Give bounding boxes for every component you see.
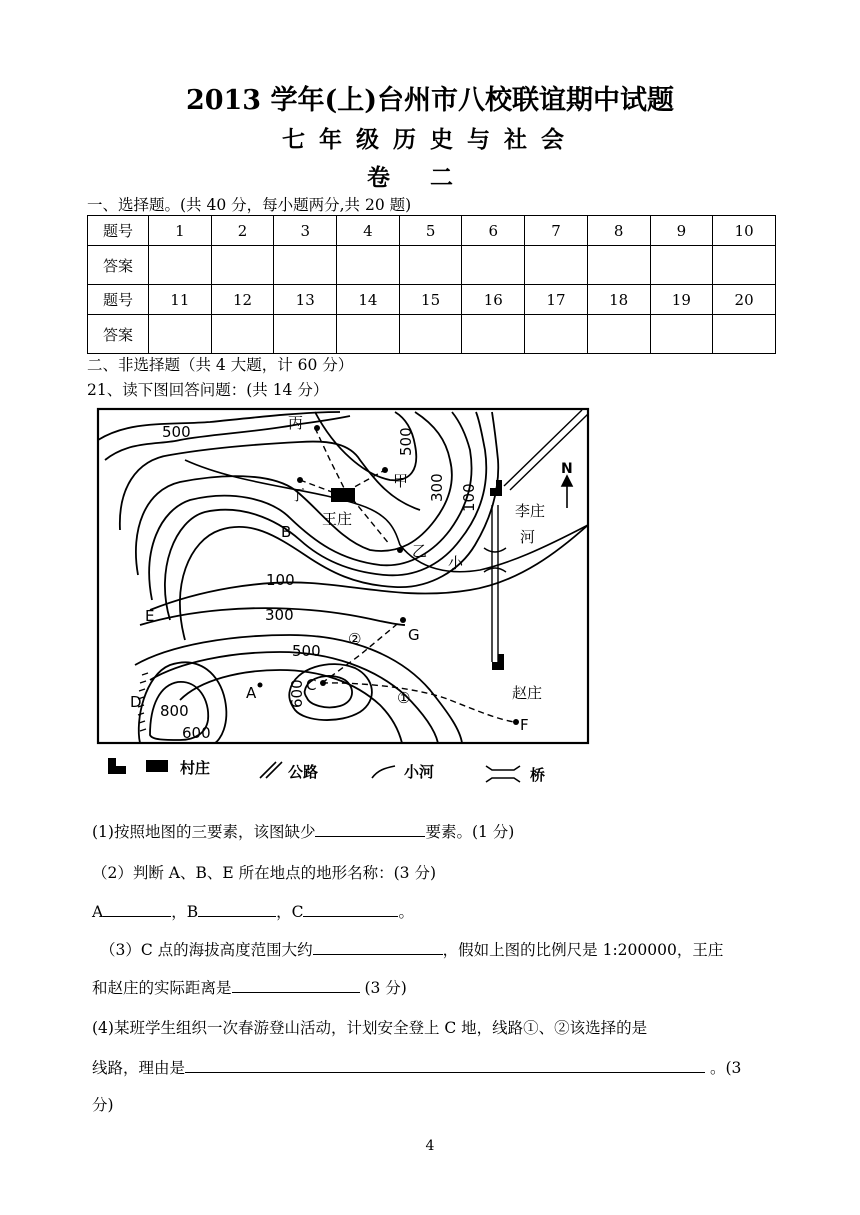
table-row bbox=[88, 246, 776, 285]
question-number: 13 bbox=[274, 285, 337, 315]
legend-river: 小河 bbox=[404, 763, 435, 781]
question-4: (4)某班学生组织一次春游登山活动，计划安全登上 C 地，线路①、②该选择的是 bbox=[92, 1019, 648, 1037]
paper-label: 卷二 bbox=[367, 164, 493, 191]
page-subtitle: 七年级历史与社会 bbox=[282, 126, 578, 153]
answer-cell[interactable] bbox=[274, 246, 337, 285]
row-label: 题号 bbox=[88, 285, 149, 315]
answer-table bbox=[87, 215, 776, 354]
question-number: 10 bbox=[713, 216, 776, 246]
row-label: 答案 bbox=[88, 246, 149, 285]
answer-blank[interactable] bbox=[303, 900, 398, 917]
contour-label: 100 bbox=[266, 571, 295, 589]
contour-label: 500 bbox=[397, 427, 415, 456]
question-number: 3 bbox=[274, 216, 337, 246]
question-number: 4 bbox=[337, 216, 400, 246]
question-number: 14 bbox=[337, 285, 400, 315]
village-label: 王庄 bbox=[322, 510, 353, 528]
answer-cell[interactable] bbox=[650, 315, 713, 354]
route-label: ② bbox=[348, 630, 362, 648]
legend-village: 村庄 bbox=[180, 759, 211, 777]
question-3: （3）C 点的海拔高度范围大约 ，假如上图的比例尺是 1:200000，王庄 bbox=[100, 938, 723, 960]
contour-map bbox=[90, 400, 600, 795]
answer-cell[interactable] bbox=[337, 246, 400, 285]
page-number: 4 bbox=[425, 1138, 435, 1154]
question-number: 7 bbox=[525, 216, 588, 246]
answer-cell[interactable] bbox=[713, 246, 776, 285]
point-label: F bbox=[520, 716, 529, 734]
question-1: (1)按照地图的三要素，该图缺少 要素。(1 分) bbox=[92, 820, 514, 842]
point-label: C bbox=[306, 676, 317, 694]
question-number: 20 bbox=[713, 285, 776, 315]
village-label: 赵庄 bbox=[512, 684, 543, 702]
question-number: 2 bbox=[211, 216, 274, 246]
north-label: N bbox=[561, 461, 573, 477]
point-label: G bbox=[408, 626, 420, 644]
answer-blank[interactable] bbox=[315, 820, 425, 837]
point-label: B bbox=[281, 523, 292, 541]
question-number: 1 bbox=[149, 216, 212, 246]
contour-label: 500 bbox=[292, 642, 321, 660]
legend-bridge: 桥 bbox=[530, 766, 546, 784]
answer-cell[interactable] bbox=[211, 315, 274, 354]
point-label: 甲 bbox=[393, 472, 409, 490]
contour-label: 300 bbox=[428, 473, 446, 502]
answer-blank[interactable] bbox=[103, 900, 171, 917]
contour-label: 600 bbox=[288, 679, 306, 708]
answer-cell[interactable] bbox=[399, 315, 462, 354]
section1-heading: 一、选择题。(共 40 分，每小题两分,共 20 题) bbox=[87, 196, 412, 214]
village-label: 李庄 bbox=[515, 502, 546, 520]
page-title: 2013 学年(上)台州市八校联谊期中试题 bbox=[185, 85, 675, 116]
answer-cell[interactable] bbox=[525, 315, 588, 354]
point-label: A bbox=[246, 684, 257, 702]
point-label: D bbox=[130, 693, 142, 711]
question-4-end: 分) bbox=[92, 1096, 114, 1114]
question-number: 8 bbox=[587, 216, 650, 246]
contour-label: 300 bbox=[265, 606, 294, 624]
map-legend bbox=[108, 758, 545, 784]
question-2-blanks: A ，B ，C 。 bbox=[92, 900, 414, 922]
answer-cell[interactable] bbox=[149, 315, 212, 354]
question-number: 12 bbox=[211, 285, 274, 315]
answer-cell[interactable] bbox=[274, 315, 337, 354]
answer-blank[interactable] bbox=[313, 938, 443, 955]
answer-cell[interactable] bbox=[399, 246, 462, 285]
question-number: 5 bbox=[399, 216, 462, 246]
question-number: 19 bbox=[650, 285, 713, 315]
answer-cell[interactable] bbox=[650, 246, 713, 285]
contour-label: 500 bbox=[162, 423, 191, 441]
section2-heading: 二、非选择题（共 4 大题，计 60 分） bbox=[87, 356, 354, 374]
answer-cell[interactable] bbox=[525, 246, 588, 285]
answer-cell[interactable] bbox=[462, 315, 525, 354]
table-row bbox=[88, 315, 776, 354]
question-2: （2）判断 A、B、E 所在地点的地形名称：(3 分) bbox=[92, 864, 436, 882]
row-label: 答案 bbox=[88, 315, 149, 354]
river-label: 河 bbox=[520, 528, 536, 546]
answer-blank[interactable] bbox=[232, 976, 360, 993]
question-number: 18 bbox=[587, 285, 650, 315]
point-label: E bbox=[145, 607, 155, 625]
table-row bbox=[88, 285, 776, 315]
point-label: 乙 bbox=[412, 542, 428, 560]
contour-label: 600 bbox=[182, 724, 211, 742]
table-row bbox=[88, 216, 776, 246]
point-label: 丁 bbox=[290, 486, 306, 504]
question-number: 16 bbox=[462, 285, 525, 315]
answer-blank[interactable] bbox=[198, 900, 276, 917]
answer-cell[interactable] bbox=[211, 246, 274, 285]
question-number: 11 bbox=[149, 285, 212, 315]
answer-cell[interactable] bbox=[149, 246, 212, 285]
river-label: 小 bbox=[448, 554, 464, 572]
answer-cell[interactable] bbox=[587, 246, 650, 285]
answer-cell[interactable] bbox=[337, 315, 400, 354]
answer-cell[interactable] bbox=[587, 315, 650, 354]
question-number: 15 bbox=[399, 285, 462, 315]
answer-blank[interactable] bbox=[185, 1056, 705, 1073]
row-label: 题号 bbox=[88, 216, 149, 246]
question-4-cont: 线路，理由是 。(3 bbox=[92, 1056, 741, 1078]
question-number: 17 bbox=[525, 285, 588, 315]
question-3-cont: 和赵庄的实际距离是 (3 分) bbox=[92, 976, 407, 998]
legend-highway: 公路 bbox=[288, 763, 319, 781]
question-21-heading: 21、读下图回答问题：(共 14 分） bbox=[87, 381, 329, 399]
question-number: 6 bbox=[462, 216, 525, 246]
contour-label: 800 bbox=[160, 702, 189, 720]
point-label: 丙 bbox=[288, 414, 304, 432]
answer-cell[interactable] bbox=[462, 246, 525, 285]
question-number: 9 bbox=[650, 216, 713, 246]
answer-cell[interactable] bbox=[713, 315, 776, 354]
contour-label: 100 bbox=[460, 483, 478, 512]
route-label: ① bbox=[397, 689, 411, 707]
